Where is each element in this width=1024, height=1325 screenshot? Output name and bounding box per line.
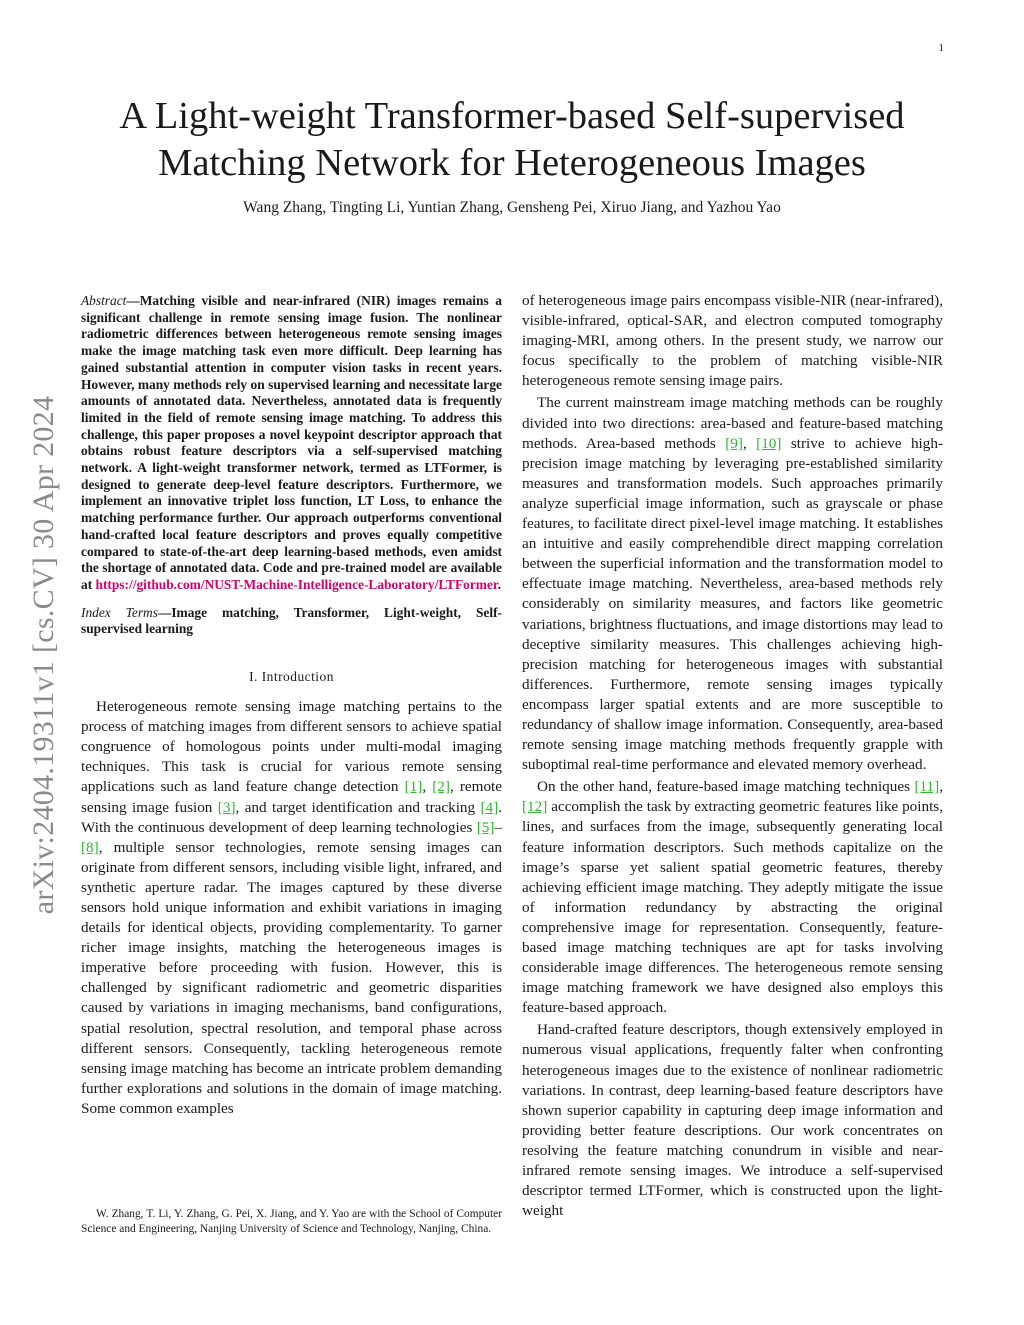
intro-paragraph-1 [81, 697, 502, 1119]
citation-link[interactable]: [8] [81, 838, 99, 856]
author-list: Wang Zhang, Tingting Li, Yuntian Zhang, Gensheng Pei, Xiruo Jiang, and Yazhou Yao [243, 199, 781, 216]
abstract-label: Abstract [81, 293, 127, 308]
citation-link[interactable]: [3] [217, 798, 236, 816]
citation-link[interactable]: [4] [480, 798, 499, 816]
title-line-1: A Light-weight Transformer-based Self-supervised [119, 95, 905, 137]
text-run: The current mainstream image matching methods can be roughly divided into two directions: area-based and feature-based matching methods. Area-based methods [522, 394, 943, 452]
intro-paragraph-continued: of heterogeneous image pairs encompass visible-NIR (near-infrared), visible-infrared, optical-SAR, and electron computed tomography imaging-MRI, among others. In the present study, we narrow our focus specifically to the problem of matching visible-NIR heterogeneous remote sensing image pairs. [522, 292, 943, 390]
text-run: , remote sensing image fusion [81, 778, 503, 816]
text-run: . With the continuous development of deep learning technologies [81, 798, 503, 836]
citation-link[interactable]: [9] [725, 434, 743, 452]
citation-link[interactable]: [5] [476, 818, 495, 836]
text-run: , [422, 778, 433, 796]
section-heading-introduction: I. Introduction [249, 669, 334, 685]
page-number: 1 [938, 42, 944, 54]
index-terms-label: Index Terms [81, 604, 158, 620]
text-run: Heterogeneous remote sensing image matching pertains to the process of matching images from different sensors to achieve spatial congruence of homologous points under multi-modal imaging techniques. This task is crucial for various remote sensing applications such as land feature change detection [81, 698, 502, 796]
hand-crafted-descriptors-paragraph: Hand-crafted feature descriptors, though extensively employed in numerous visual applications, frequently falter when confronting heterogeneous images due to the existence of nonlinear radiometric variations. In contrast, deep learning-based feature descriptors have shown superior capability in capturing deep image information and providing better feature descriptions. Our work concentrates on resolving the feature matching conundrum in visible and near-infrared remote sensing images. We introduce a self-supervised descriptor termed LTFormer, which is constructed upon the light-weight [522, 1021, 943, 1220]
left-column [81, 293, 502, 1119]
abstract [81, 293, 502, 594]
text-run: , [742, 434, 757, 452]
citation-link[interactable]: [11] [914, 778, 940, 796]
feature-based-methods-paragraph [522, 777, 943, 1018]
text-run: strive to achieve high-precision image matching by leveraging pre-established similarity measures and transformation models. Such approaches primarily analyze superficial image information, such as grayscale or phase features, to facilitate direct pixel-level image matching. It establishes an intuitive and easily comprehendible direct mapping correlation between the superficial information and the transformation model to effectuate image matching. Nevertheless, area-based methods rely considerably on similarity measures, and factors like geometric variations, brightness fluctuations, and image distortions may lead to deceptive similarity measures. This challenges achieving high-precision matching for heterogeneous images with substantial differences. Furthermore, remote sensing images typically encompass larger spatial extents and are more susceptible to redundancy of shallow image information. Consequently, area-based remote sensing image matching methods frequently grapple with suboptimal real-time performance and elevated memory overhead. [522, 434, 944, 774]
citation-link[interactable]: [1] [404, 778, 423, 796]
author-affiliation-footnote: W. Zhang, T. Li, Y. Zhang, G. Pei, X. Jiang, and Y. Yao are with the School of Computer Science and Engineering, Nanjing University of Science and Technology, Nanjing, China. [81, 1208, 502, 1236]
code-repository-link[interactable]: https://github.com/NUST-Machine-Intelligence-Laboratory/LTFormer [95, 576, 498, 592]
text-run: , and target identification and tracking [235, 798, 481, 816]
right-column [522, 291, 943, 1221]
text-run: , multiple sensor technologies, remote sensing images can originate from different sensors, including visible light, infrared, and synthetic aperture radar. The images captured by these diverse sensors hold unique information and exhibit variations in imaging details for identical objects, providing complementarity. To garner richer image insights, matching the heterogeneous images is imperative before proceeding with fusion. However, this is challenged by significant radiometric and geometric disparities caused by variations in imaging mechanisms, band configurations, spatial resolution, spectral resolution, and temporal phase across different sensors. Consequently, tackling heterogeneous remote sensing image matching has become an intricate problem demanding further explorations and solutions in the domain of image matching. Some common examples [81, 838, 502, 1117]
citation-link[interactable]: [2] [432, 778, 450, 796]
index-terms [81, 605, 502, 638]
abstract-end: . [497, 576, 501, 592]
citation-link[interactable]: [12] [522, 798, 548, 816]
arxiv-identifier-stamp: arXiv:2404.19311v1 [cs.CV] 30 Apr 2024 [27, 395, 60, 915]
text-run: On the other hand, feature-based image matching techniques [537, 778, 915, 796]
text-run: , [939, 778, 943, 796]
index-terms-text: —Image matching, Transformer, Light-weight, Self-supervised learning [81, 604, 502, 637]
title-line-2: Matching Network for Heterogeneous Images [158, 142, 866, 184]
paper-title [60, 93, 964, 187]
text-run: – [494, 818, 502, 836]
text-run: accomplish the task by extracting geometric features like points, lines, and surfaces from the image, subsequently generating local feature information descriptors. Such methods capitalize on the image’s sparse yet salient spatial geometric features, thereby achieving efficient image matching. They adeptly mitigate the issue of information redundancy by abstracting the original comprehensive image for representation. Consequently, feature-based image matching techniques are apt for tasks involving considerable image differences. The heterogeneous remote sensing image matching framework we have designed also employs this feature-based approach. [522, 798, 943, 1017]
citation-link[interactable]: [10] [756, 434, 782, 452]
abstract-text: —Matching visible and near-infrared (NIR) images remains a significant challenge in remote sensing image fusion. The nonlinear radiometric differences between heterogeneous remote sensing images make the image matching task even more difficult. Deep learning has gained substantial attention in computer vision tasks in recent years. However, many methods rely on supervised learning and necessitate large amounts of annotated data. Nevertheless, annotated data is frequently limited in the field of remote sensing image matching. To address this challenge, this paper proposes a novel keypoint descriptor approach that obtains robust feature descriptors via a self-supervised matching network. A light-weight transformer network, termed as LTFormer, is designed to generate deep-level feature descriptors. Furthermore, we implement an innovative triplet loss function, LT Loss, to enhance the matching performance further. Our approach outperforms conventional hand-crafted local feature descriptors and proves equally competitive compared to state-of-the-art deep learning-based methods, even amidst the shortage of annotated data. Code and pre-trained model are available at [81, 293, 502, 592]
area-based-methods-paragraph [522, 393, 943, 775]
